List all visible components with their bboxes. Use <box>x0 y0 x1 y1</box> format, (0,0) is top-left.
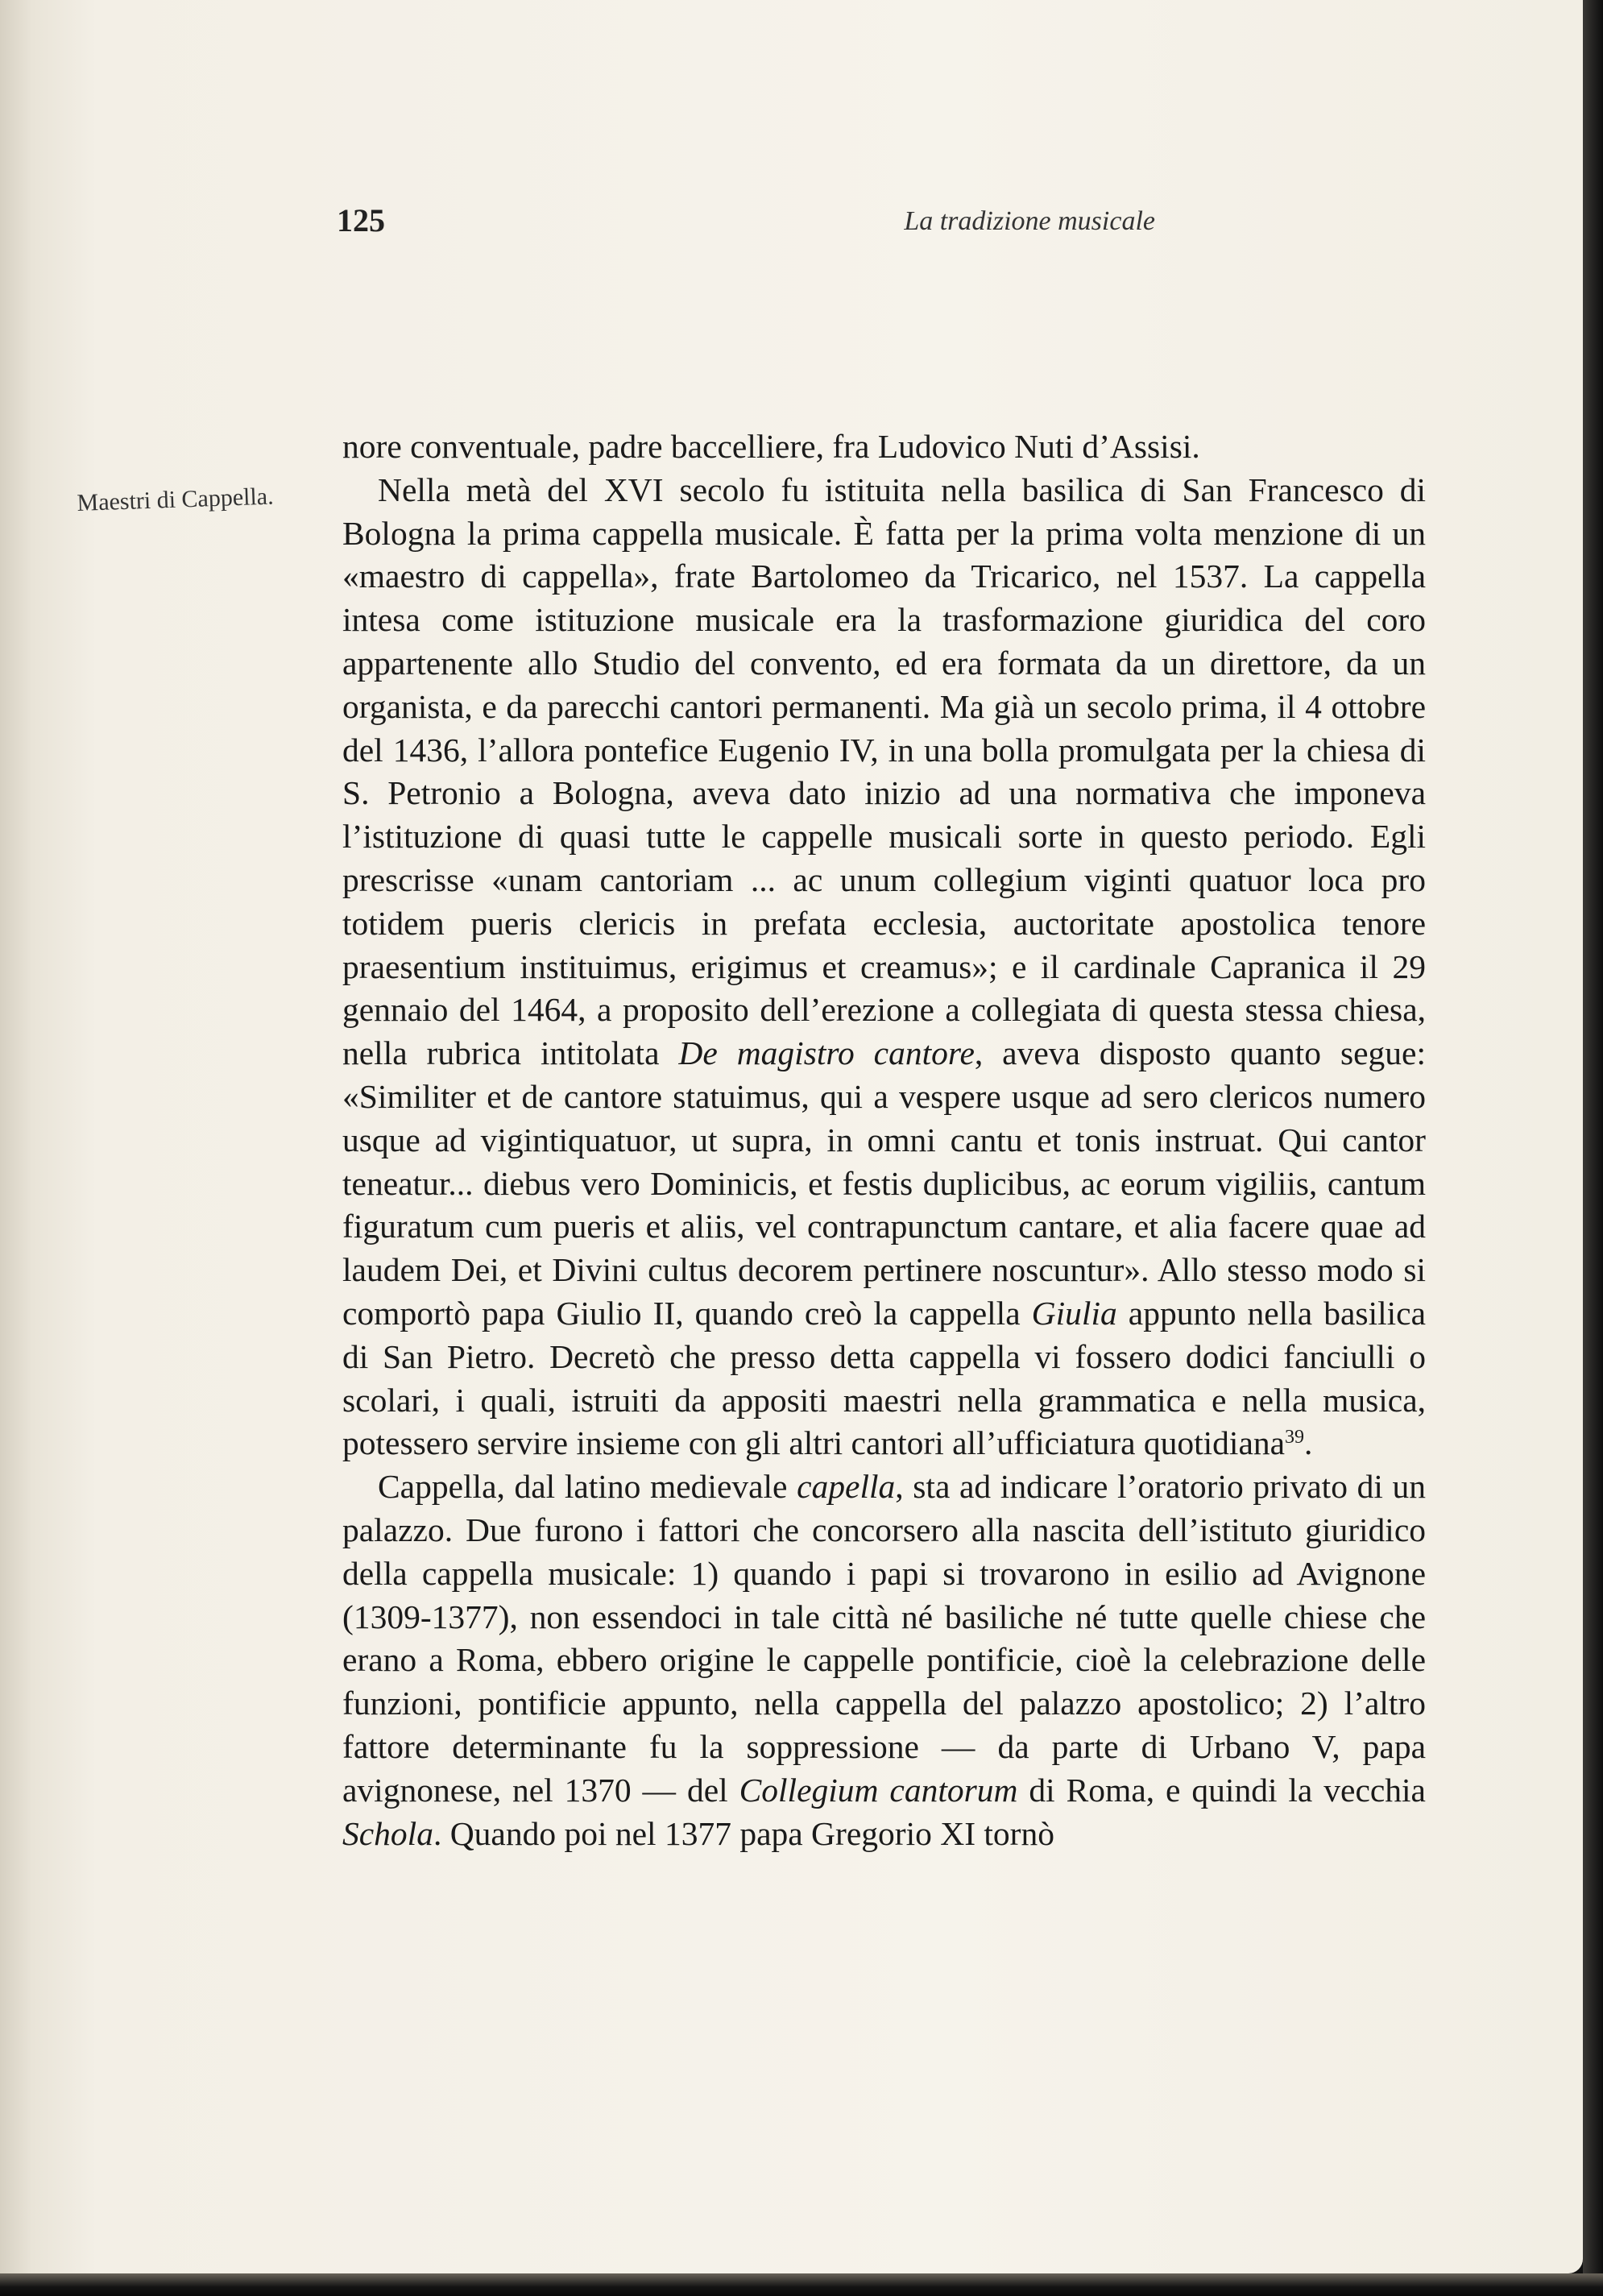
body-text <box>342 425 1426 1855</box>
page-header <box>337 201 1155 250</box>
page-edge-shadow <box>1583 0 1603 2296</box>
text-segment: Cappella, dal latino medievale <box>378 1468 797 1506</box>
running-head: La tradizione musicale <box>904 206 1155 236</box>
text-segment: Nella metà del XVI secolo fu istituita nella basilica di San Francesco di Bologna la prima cappella musicale. È fatta per la prima volta menzione di un «maestro di cappella», frate Bartolomeo da Tricarico, nel 1537. La cappella intesa come istituzione musicale era la trasformazione giuridica del coro appartenente allo Studio del convento, ed era formata da un direttore, da un organista, e da parecchi cantori permanenti. Ma già un secolo prima, il 4 ottobre del 1436, l’allora pontefice Eugenio IV, in una bolla promulgata per la chiesa di S. Petronio a Bologna, aveva dato inizio ad una normativa che imponeva l’istituzione di quasi tutte le cappelle musicali sorte in questo periodo. Egli prescrisse «unam cantoriam ... ac unum collegium viginti quatuor loca pro totidem pueris clericis in prefata ecclesia, auctoritate apostolica tenore praesentium instituimus, erigimus et creamus»; e il cardinale Capranica il 29 gennaio del 1464, a proposito dell’erezione a collegiata di questa stessa chiesa, nella rubrica intitolata <box>342 470 1426 1072</box>
italic-text: capella <box>797 1468 896 1506</box>
paragraph <box>342 1465 1426 1855</box>
italic-text: De magistro cantore <box>678 1034 975 1072</box>
text-segment: nore conventuale, padre baccelliere, fra Ludovico Nuti d’Assisi. <box>342 428 1200 465</box>
text-segment: , sta ad indicare l’oratorio privato di un palazzo. Due furono i fattori che concorsero alla nascita dell’istituto giuridico della cappella musicale: 1) quando i papi si trovarono in esilio ad Avignone (1309-1377), non essendoci in tale città né basiliche né tutte quelle chiese che erano a Roma, ebbero origine le cappelle pontificie, cioè la celebrazione delle funzioni, pontificie appunto, nella cappella del palazzo apostolico; 2) l’altro fattore determinante fu la soppressione — da parte di Urbano V, papa avignonese, nel 1370 — del <box>342 1468 1426 1809</box>
margin-note: Maestri di Cappella. <box>77 483 275 516</box>
text-segment: . Quando poi nel 1377 papa Gregorio XI tornò <box>433 1814 1054 1852</box>
paragraph <box>342 425 1426 469</box>
text-segment: di Roma, e quindi la vecchia <box>1017 1771 1426 1809</box>
text-segment: . <box>1304 1424 1313 1462</box>
paragraph <box>342 469 1426 1465</box>
italic-text: Giulia <box>1031 1294 1117 1332</box>
text-segment: , aveva disposto quanto segue: «Similiter et de cantore statuimus, qui a vespere usque ad sero clericos numero usque ad vigintiquatuor, ut supra, in omni cantu et tonis instruat. Qui cantor teneatur... diebus vero Dominicis, et festis duplicibus, ac eorum vigiliis, cantum figuratum cum pueris et aliis, vel contrapunctum cantare, et alia facere quae ad laudem Dei, et Divini cultus decorem pertinere noscuntur». Allo stesso modo si comportò papa Giulio II, quando creò la cappella <box>342 1034 1426 1332</box>
page-number: 125 <box>337 202 385 238</box>
text-segment: appunto nella basilica di San Pietro. Decretò che presso detta cappella vi fossero dodici fanciulli o scolari, i quali, istruiti da appositi maestri nella grammatica e nella musica, potessero servire insieme con gli altri cantori all’ufficiatura quotidiana <box>342 1294 1426 1462</box>
page-bottom-shadow <box>0 2273 1603 2296</box>
italic-text: Collegium cantorum <box>739 1771 1018 1809</box>
footnote-ref: 39 <box>1285 1427 1305 1448</box>
italic-text: Schola <box>342 1814 433 1852</box>
